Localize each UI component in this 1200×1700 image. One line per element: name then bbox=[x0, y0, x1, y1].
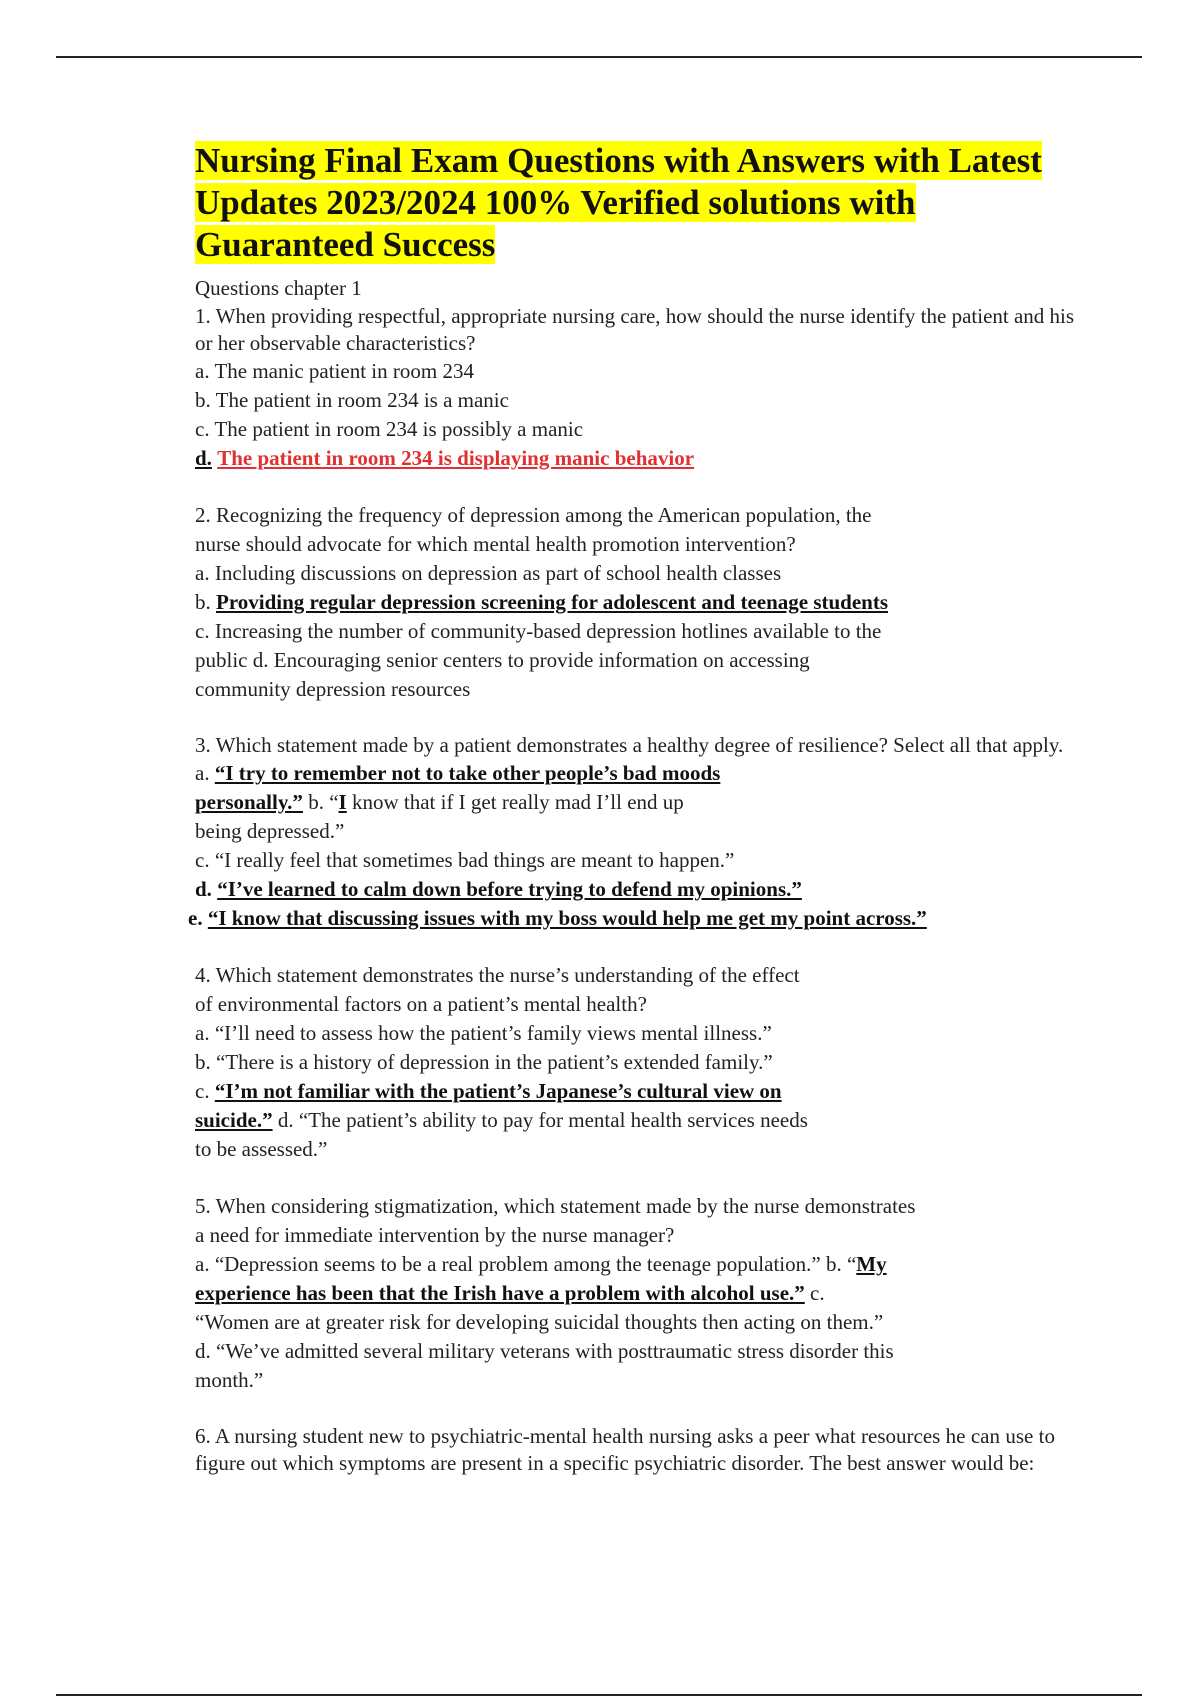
q2-option-c-line2: public d. Encouraging senior centers to provide information on accessing bbox=[195, 648, 810, 672]
question-6 bbox=[195, 1423, 1055, 1477]
question-1-text: 1. When providing respectful, appropriate nursing care, how should the nurse identify the patient and his or her observable characteristics? bbox=[195, 304, 1075, 355]
q3-option-b-end: being depressed.” bbox=[195, 819, 345, 843]
q1-option-d bbox=[195, 444, 1095, 473]
q4-option-d-end: to be assessed.” bbox=[195, 1137, 328, 1161]
question-5-text-line2: a need for immediate intervention by the nurse manager? bbox=[195, 1223, 675, 1247]
q5-option-b: experience has been that the Irish have a problem with alcohol use.” c. bbox=[195, 1281, 825, 1305]
question-4-text-line2: of environmental factors on a patient’s mental health? bbox=[195, 992, 647, 1016]
question-4-text-line1: 4. Which statement demonstrates the nurse’s understanding of the effect bbox=[195, 963, 800, 987]
q2-option-a: a. Including discussions on depression as part of school health classes bbox=[195, 561, 782, 585]
q1-correct-answer: The patient in room 234 is displaying manic behavior bbox=[217, 446, 695, 470]
question-1 bbox=[195, 303, 1095, 473]
q3-option-a-line2: personally.” b. “I know that if I get really mad I’ll end up bbox=[195, 790, 684, 814]
q2-option-c-line3: community depression resources bbox=[195, 677, 471, 701]
question-3-text: 3. Which statement made by a patient demonstrates a healthy degree of resilience? Select all that apply. bbox=[195, 733, 1064, 757]
q5-correct-answer: experience has been that the Irish have a problem with alcohol use.” bbox=[195, 1281, 805, 1305]
q3-option-a-line1: a. “I try to remember not to take other people’s bad moods bbox=[195, 761, 721, 785]
question-2-text-line2: nurse should advocate for which mental health promotion intervention? bbox=[195, 532, 796, 556]
question-5 bbox=[195, 1192, 1095, 1395]
chapter-heading: Questions chapter 1 bbox=[195, 276, 362, 300]
q3-answer-d: “I’ve learned to calm down before trying to defend my opinions.” bbox=[217, 877, 802, 901]
document-body bbox=[188, 140, 1095, 1477]
q4-option-c-line2: suicide.” d. “The patient’s ability to pay for mental health services needs bbox=[195, 1108, 808, 1132]
question-6-text: 6. A nursing student new to psychiatric-mental health nursing asks a peer what resources he can use to figure out which symptoms are present in a specific psychiatric disorder. The best answer would be: bbox=[195, 1424, 1055, 1475]
q1-option-a: a. The manic patient in room 234 bbox=[195, 359, 474, 383]
q1-option-d-label: d. bbox=[195, 446, 212, 470]
document-title: Nursing Final Exam Questions with Answers with Latest Updates 2023/2024 100% Verified solutions with Guaranteed Success bbox=[195, 141, 1042, 264]
q5-option-a: a. “Depression seems to be a real problem among the teenage population.” b. “My bbox=[195, 1252, 887, 1276]
q2-option-b: b. Providing regular depression screening for adolescent and teenage students bbox=[195, 590, 889, 614]
q1-option-c: c. The patient in room 234 is possibly a manic bbox=[195, 417, 584, 441]
question-2 bbox=[195, 501, 1095, 704]
q5-option-d-line1: d. “We’ve admitted several military veterans with posttraumatic stress disorder this bbox=[195, 1339, 894, 1363]
q2-correct-answer: Providing regular depression screening for adolescent and teenage students bbox=[216, 590, 889, 614]
question-5-text-line1: 5. When considering stigmatization, which statement made by the nurse demonstrates bbox=[195, 1194, 916, 1218]
q3-option-e: e. “I know that discussing issues with my boss would help me get my point across.” bbox=[188, 906, 927, 930]
bottom-rule bbox=[56, 1694, 1142, 1696]
q4-option-a: a. “I’ll need to assess how the patient’s family views mental illness.” bbox=[195, 1021, 772, 1045]
question-4 bbox=[195, 961, 1095, 1164]
q3-answer-a: “I try to remember not to take other people’s bad moods bbox=[214, 761, 721, 785]
q5-option-d-line2: month.” bbox=[195, 1368, 264, 1392]
q5-option-c: “Women are at greater risk for developing suicidal thoughts then acting on them.” bbox=[195, 1310, 884, 1334]
q1-option-b: b. The patient in room 234 is a manic bbox=[195, 388, 509, 412]
question-3 bbox=[188, 732, 1095, 933]
q4-correct-answer: “I’m not familiar with the patient’s Japanese’s cultural view on bbox=[214, 1079, 782, 1103]
q4-option-b: b. “There is a history of depression in the patient’s extended family.” bbox=[195, 1050, 773, 1074]
q3-option-d: d. “I’ve learned to calm down before trying to defend my opinions.” bbox=[195, 877, 802, 901]
q2-option-c-line1: c. Increasing the number of community-based depression hotlines available to the bbox=[195, 619, 882, 643]
top-rule bbox=[56, 56, 1142, 58]
question-2-text-line1: 2. Recognizing the frequency of depression among the American population, the bbox=[195, 503, 872, 527]
q3-answer-e: “I know that discussing issues with my boss would help me get my point across.” bbox=[207, 906, 927, 930]
q3-option-c: c. “I really feel that sometimes bad things are meant to happen.” bbox=[195, 848, 735, 872]
q4-option-c-line1: c. “I’m not familiar with the patient’s Japanese’s cultural view on bbox=[195, 1079, 782, 1103]
